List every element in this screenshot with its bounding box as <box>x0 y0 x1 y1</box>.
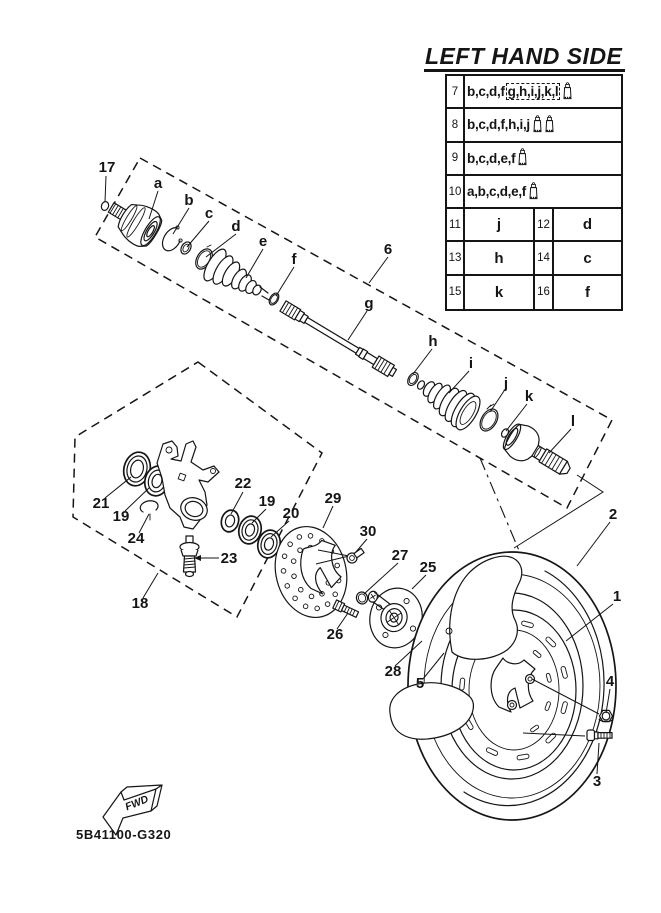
table-row <box>447 276 621 309</box>
part-letter: f <box>585 283 590 301</box>
part-letter: k <box>465 276 535 309</box>
fwd-label: FWD <box>123 793 151 814</box>
callout-23: 23 <box>220 550 238 567</box>
callout-a: a <box>153 175 163 192</box>
callout-h: h <box>428 333 438 350</box>
clamp-f <box>267 291 281 306</box>
spacer-22 <box>219 508 241 534</box>
callout-3: 3 <box>592 773 602 790</box>
callout-22: 22 <box>234 475 252 492</box>
callout-2: 2 <box>608 506 618 523</box>
callout-21: 21 <box>92 495 110 512</box>
table-row <box>447 109 621 142</box>
callout-j: j <box>503 375 509 392</box>
grease-tubes <box>528 182 539 202</box>
boot-clamp-j <box>476 404 501 434</box>
table-row <box>447 176 621 209</box>
ref-number: 11 <box>447 209 465 240</box>
callout-1: 1 <box>612 588 622 605</box>
part-letters: b,c,d,e,f <box>467 150 516 166</box>
ref-number: 16 <box>535 276 554 309</box>
callout-d: d <box>231 218 241 235</box>
page-title: LEFT HAND SIDE <box>424 44 625 72</box>
ref-number: 14 <box>535 242 554 273</box>
assembly-pointer <box>514 475 603 548</box>
callout-f: f <box>291 251 297 268</box>
steering-knuckle <box>157 441 219 529</box>
table-row <box>447 143 621 176</box>
callout-24: 24 <box>127 530 145 547</box>
callout-30: 30 <box>359 523 377 540</box>
ref-number: 12 <box>535 209 554 240</box>
callout-5: 5 <box>415 675 425 692</box>
ball-joint-23 <box>180 536 199 577</box>
callout-18: 18 <box>131 595 149 612</box>
grease-tubes <box>517 148 528 168</box>
callout-g: g <box>364 295 374 312</box>
table-row <box>447 242 621 275</box>
table-row <box>447 209 621 242</box>
part-letters: b,c,d,f <box>467 84 505 100</box>
callout-17: 17 <box>98 159 116 176</box>
grease-tube-icon <box>517 148 528 168</box>
snap-ring-b <box>163 226 183 251</box>
oring-17 <box>100 201 110 212</box>
part-letters: a,b,c,d,e,f <box>467 184 526 200</box>
grease-tube-icon <box>528 182 539 202</box>
callout-26: 26 <box>326 626 344 643</box>
callout-19: 19 <box>112 508 130 525</box>
cv-joint-outer-l <box>499 419 578 486</box>
part-letter: h <box>465 242 535 273</box>
part-letters: b,c,d,f,h,i,j <box>467 117 530 133</box>
callout-b: b <box>184 192 194 209</box>
ref-number: 8 <box>447 109 465 140</box>
callout-c: c <box>204 205 214 222</box>
callout-25: 25 <box>419 559 437 576</box>
grease-tubes <box>532 115 555 135</box>
grease-tube-icon <box>562 82 573 102</box>
callout-19: 19 <box>258 493 276 510</box>
grease-tube-icon <box>532 115 543 135</box>
callout-l: l <box>570 413 576 430</box>
callout-i: i <box>468 355 474 372</box>
callout-e: e <box>258 233 268 250</box>
table-row <box>447 76 621 109</box>
ref-number: 9 <box>447 143 465 174</box>
oring-27 <box>355 590 369 605</box>
ref-number: 7 <box>447 76 465 107</box>
axle-axis-line <box>480 458 523 560</box>
callout-6: 6 <box>383 241 393 258</box>
part-letter: d <box>582 216 593 234</box>
cv-joint-inner-a <box>101 190 166 251</box>
bolt-30 <box>345 546 365 565</box>
cv-boot-i <box>416 380 485 434</box>
part-letter: j <box>465 209 535 240</box>
ref-number: 13 <box>447 242 465 273</box>
grease-tube-icon <box>544 115 555 135</box>
part-letter: c <box>583 249 592 267</box>
ref-number: 15 <box>447 276 465 309</box>
grease-reference-table <box>445 74 623 311</box>
axle-shaft-g <box>280 300 398 378</box>
callout-k: k <box>524 388 534 405</box>
grease-tubes <box>562 82 573 102</box>
snap-ring-24 <box>140 501 158 520</box>
drawing-number: 5B41100-G320 <box>76 827 172 842</box>
callout-27: 27 <box>391 547 409 564</box>
callout-20: 20 <box>282 505 300 522</box>
callout-29: 29 <box>324 490 342 507</box>
callout-4: 4 <box>605 673 615 690</box>
callout-28: 28 <box>384 663 402 680</box>
boxed-part-letters: g,h,i,j,k,l <box>507 84 559 100</box>
ref-number: 10 <box>447 176 465 207</box>
